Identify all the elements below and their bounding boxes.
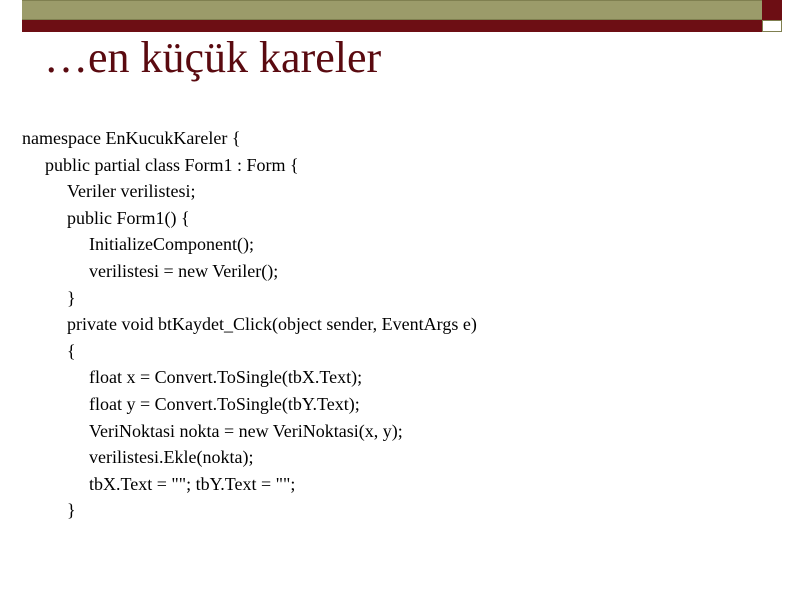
code-line: private void btKaydet_Click(object sender, EventArgs e) (67, 314, 477, 335)
code-listing (22, 125, 477, 524)
code-line: InitializeComponent(); (89, 234, 254, 255)
code-line: float y = Convert.ToSingle(tbY.Text); (89, 393, 360, 414)
code-line: } (67, 287, 76, 308)
code-line: { (67, 340, 76, 361)
corner-square-outline (762, 20, 782, 32)
code-line: public Form1() { (67, 207, 190, 228)
code-line: tbX.Text = ""; tbY.Text = ""; (89, 473, 296, 494)
slide-title: …en küçük kareler (44, 33, 382, 82)
header-band (22, 0, 762, 20)
code-line: verilistesi.Ekle(nokta); (89, 447, 254, 468)
code-line: Veriler verilistesi; (67, 181, 196, 202)
code-line: VeriNoktasi nokta = new VeriNoktasi(x, y); (89, 420, 403, 441)
code-line: public partial class Form1 : Form { (45, 154, 299, 175)
code-line: verilistesi = new Veriler(); (89, 260, 279, 281)
corner-square-filled (762, 0, 782, 20)
header-rule (22, 20, 762, 32)
code-line: float x = Convert.ToSingle(tbX.Text); (89, 367, 363, 388)
code-line: namespace EnKucukKareler { (22, 128, 241, 148)
code-line: } (67, 500, 76, 521)
